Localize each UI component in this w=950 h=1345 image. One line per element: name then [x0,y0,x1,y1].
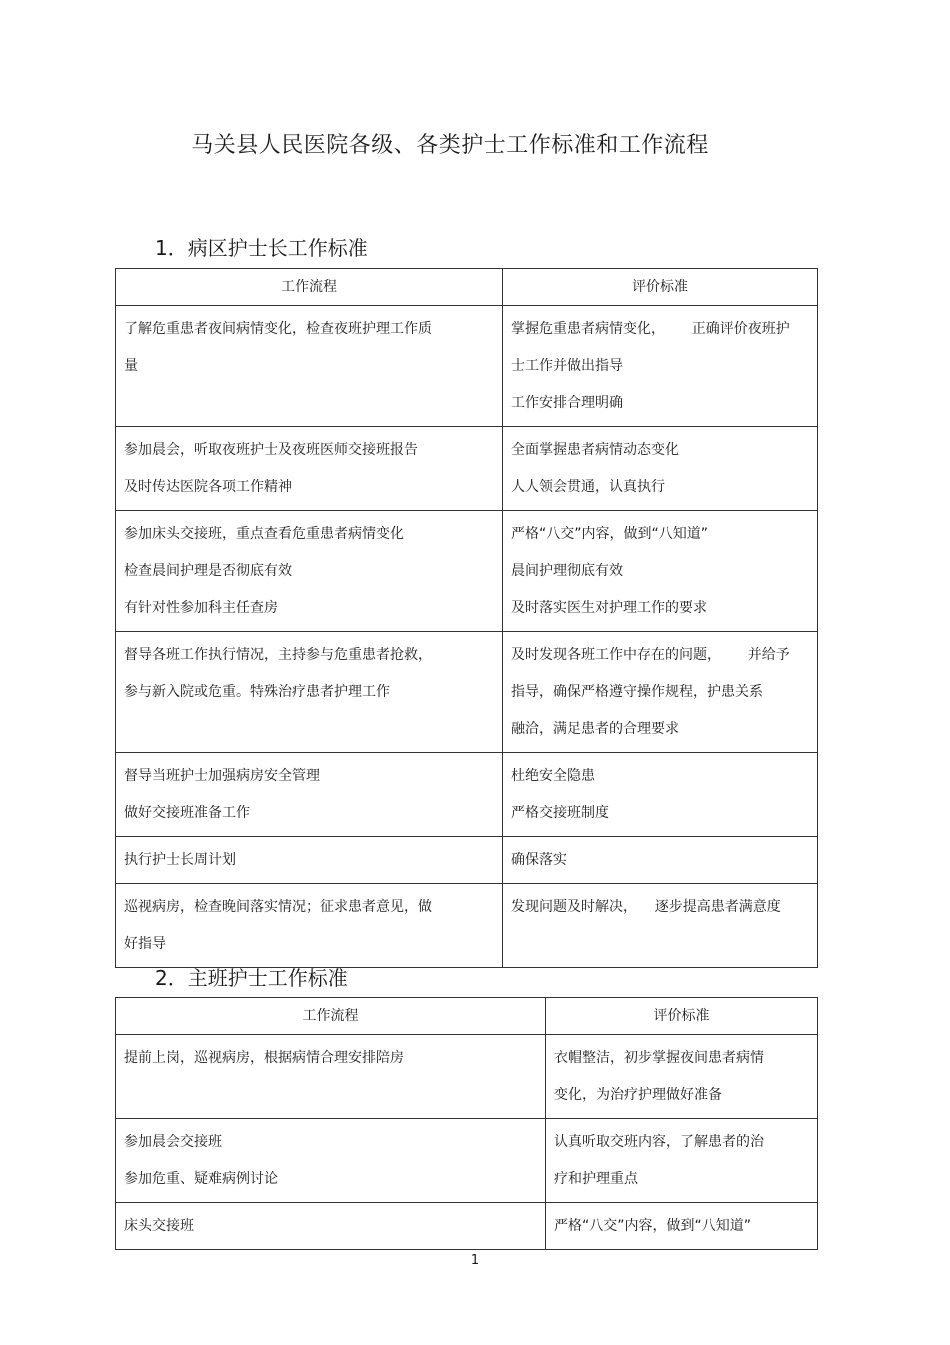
head-nurse-standard-table [115,268,818,968]
standard-text-line: 认真听取交班内容，了解患者的治 [554,1134,764,1150]
process-text-line: 督导各班工作执行情况，主持参与危重患者抢救， [124,647,432,663]
table-row [116,427,818,511]
process-cell [116,753,503,837]
standard-text-line: 全面掌握患者病情动态变化 [511,442,679,458]
column-header-standard: 评价标准 [503,269,818,306]
standard-cell [503,884,818,968]
column-header-standard: 评价标准 [546,998,818,1035]
standard-text-line: 衣帽整洁，初步掌握夜间患者病情 [554,1050,764,1066]
process-text-line: 有针对性参加科主任查房 [124,600,278,616]
standard-text-line: 指导，确保严格遵守操作规程，护患关系 [511,684,763,700]
standard-cell [546,1203,818,1250]
process-text-line: 参加床头交接班，重点查看危重患者病情变化 [124,526,404,542]
column-header-process: 工作流程 [116,269,503,306]
process-cell [116,511,503,632]
process-cell [116,632,503,753]
standard-text-line: 发现问题及时解决， 逐步提高患者满意度 [511,899,781,915]
standard-cell [503,632,818,753]
process-text-line: 参加晨会，听取夜班护士及夜班医师交接班报告 [124,442,418,458]
process-text-line: 做好交接班准备工作 [124,805,250,821]
process-text-line: 执行护士长周计划 [124,852,236,868]
standard-text-line: 晨间护理彻底有效 [511,563,623,579]
standard-text-line: 融洽，满足患者的合理要求 [511,721,679,737]
section-heading-2: 2．主班护士工作标准 [155,966,348,990]
table-row [116,1203,818,1250]
standard-cell [503,837,818,884]
process-cell [116,837,503,884]
process-cell [116,884,503,968]
process-cell [116,1203,546,1250]
table-header-row [116,269,818,306]
page-title: 马关县人民医院各级、各类护士工作标准和工作流程 [191,133,709,158]
standard-cell [503,753,818,837]
standard-cell [546,1035,818,1119]
process-text-line: 巡视病房，检查晚间落实情况；征求患者意见，做 [124,899,432,915]
table-row [116,1035,818,1119]
process-cell [116,1035,546,1119]
process-text-line: 及时传达医院各项工作精神 [124,479,292,495]
standard-text-line: 士工作并做出指导 [511,358,623,374]
standard-cell [503,427,818,511]
standard-text-line: 严格“八交”内容，做到“八知道” [554,1218,752,1234]
process-text-line: 了解危重患者夜间病情变化，检查夜班护理工作质 [124,321,432,337]
standard-text-line: 人人领会贯通，认真执行 [511,479,665,495]
process-cell [116,306,503,427]
standard-cell [503,306,818,427]
charge-nurse-standard-table [115,997,818,1250]
standard-cell [546,1119,818,1203]
process-text-line: 督导当班护士加强病房安全管理 [124,768,320,784]
standard-text-line: 及时发现各班工作中存在的问题， 并给予 [511,647,790,663]
process-text-line: 参与新入院或危重。特殊治疗患者护理工作 [124,684,390,700]
column-header-process: 工作流程 [116,998,546,1035]
table-header-row [116,998,818,1035]
table-row [116,632,818,753]
process-text-line: 检查晨间护理是否彻底有效 [124,563,292,579]
section-heading-1: 1．病区护士长工作标准 [155,236,368,260]
standard-text-line: 严格交接班制度 [511,805,609,821]
table-row [116,837,818,884]
standard-text-line: 工作安排合理明确 [511,395,623,411]
table-row [116,753,818,837]
standard-text-line: 疗和护理重点 [554,1171,638,1187]
table-row [116,884,818,968]
standard-text-line: 杜绝安全隐患 [511,768,595,784]
process-cell [116,1119,546,1203]
process-text-line: 好指导 [124,936,166,952]
process-text-line: 床头交接班 [124,1218,194,1234]
standard-cell [503,511,818,632]
process-cell [116,427,503,511]
page-number: 1 [470,1253,480,1268]
standard-text-line: 掌握危重患者病情变化， 正确评价夜班护 [511,321,790,337]
standard-text-line: 及时落实医生对护理工作的要求 [511,600,707,616]
table-row [116,511,818,632]
standard-text-line: 确保落实 [511,852,567,868]
process-text-line: 参加晨会交接班 [124,1134,222,1150]
table-row [116,1119,818,1203]
standard-text-line: 变化，为治疗护理做好准备 [554,1087,722,1103]
process-text-line: 提前上岗，巡视病房，根据病情合理安排陪房 [124,1050,404,1066]
table-row [116,306,818,427]
standard-text-line: 严格“八交”内容，做到“八知道” [511,526,709,542]
process-text-line: 量 [124,358,138,374]
process-text-line: 参加危重、疑难病例讨论 [124,1171,278,1187]
